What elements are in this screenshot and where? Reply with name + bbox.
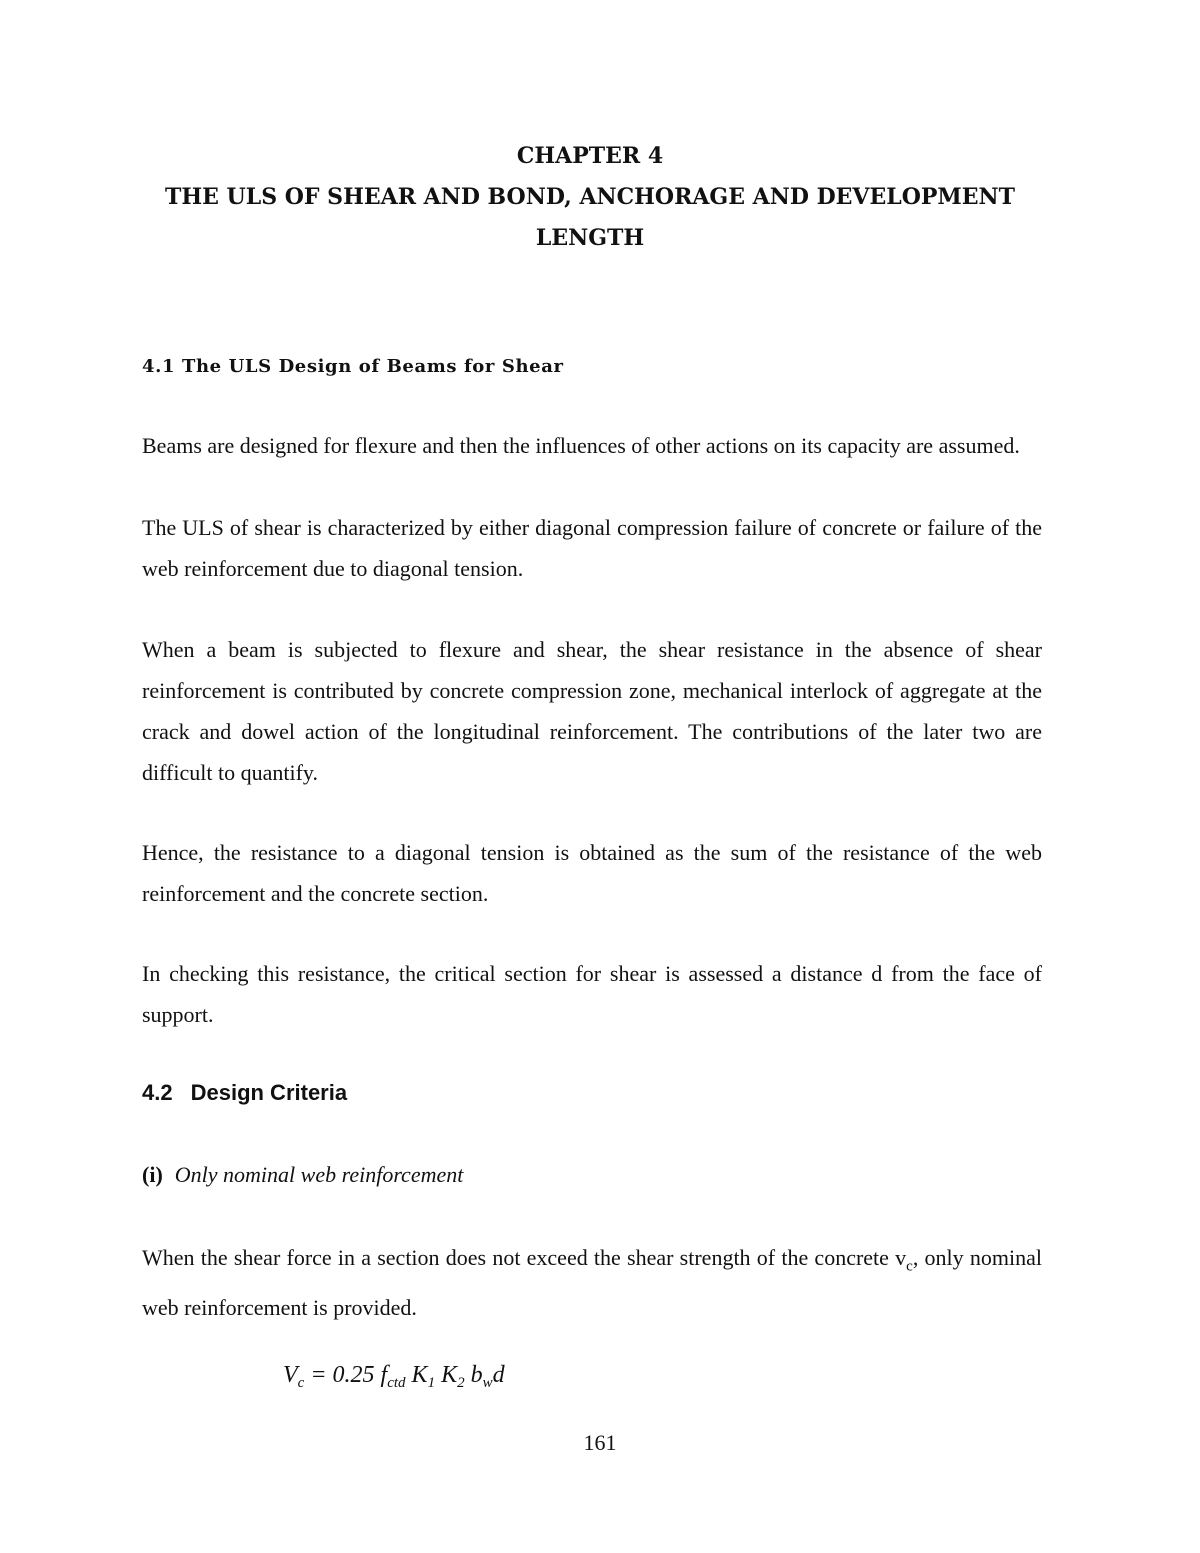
eq-f-sub: ctd <box>387 1375 406 1391</box>
paragraph-nominal-web-reinforcement <box>142 1237 1042 1328</box>
paragraph-diagonal-tension-resistance: Hence, the resistance to a diagonal tension is obtained as the sum of the resistance of the web reinforcement and the concrete section. <box>142 840 1042 906</box>
eq-k2-sub: 2 <box>457 1375 465 1391</box>
subsection-marker: (i) <box>142 1162 163 1187</box>
chapter-title-line-1: THE ULS OF SHEAR AND BOND, ANCHORAGE AND DEVELOPMENT <box>164 184 1016 210</box>
paragraph-uls-of-shear: The ULS of shear is characterized by either diagonal compression failure of concrete or failure of the web reinforcement due to diagonal tension. <box>142 515 1042 581</box>
paragraph-flexure-and-shear: When a beam is subjected to flexure and shear, the shear resistance in the absence of shear reinforcement is contributed by concrete compression zone, mechanical interlock of aggregate at the crack and dowel action of the longitudinal reinforcement. The contributions of the later two are difficult to quantify. <box>142 637 1042 785</box>
eq-d: d <box>492 1362 505 1388</box>
section-4-2-number: 4.2 <box>142 1080 173 1105</box>
eq-k1: K <box>405 1362 428 1388</box>
chapter-number: CHAPTER 4 <box>516 143 664 169</box>
eq-k1-sub: 1 <box>427 1375 436 1391</box>
paragraph-text-start: When the shear force in a section does not exceed the shear strength of the concrete v <box>142 1245 907 1270</box>
eq-lhs-sub: c <box>297 1375 305 1391</box>
page-number: 161 <box>583 1430 617 1455</box>
eq-k2: K <box>435 1362 458 1388</box>
paragraph-critical-section: In checking this resistance, the critical section for shear is assessed a distance d from the face of support. <box>142 961 1042 1027</box>
eq-b: b <box>464 1362 483 1388</box>
section-4-1-heading: 4.1 The ULS Design of Beams for Shear <box>142 356 564 377</box>
eq-f: f <box>380 1362 388 1388</box>
paragraph-subscript: c <box>906 1258 913 1275</box>
shear-strength-equation <box>283 1362 505 1392</box>
subsection-i-heading <box>142 1162 463 1188</box>
section-4-2-title: Design Criteria <box>190 1080 348 1105</box>
chapter-title-line-2: LENGTH <box>535 225 645 251</box>
eq-lhs: V <box>283 1362 298 1388</box>
section-4-2-heading <box>142 1080 347 1106</box>
paragraph-text-end: , only nominal web reinforcement is provided. <box>142 1245 1042 1321</box>
paragraph-beams-designed: Beams are designed for flexure and then the influences of other actions on its capacity are assumed. <box>142 433 1020 458</box>
eq-b-sub: w <box>482 1375 493 1391</box>
eq-equals-coefficient: = 0.25 <box>304 1362 381 1388</box>
subsection-title: Only nominal web reinforcement <box>174 1162 464 1187</box>
